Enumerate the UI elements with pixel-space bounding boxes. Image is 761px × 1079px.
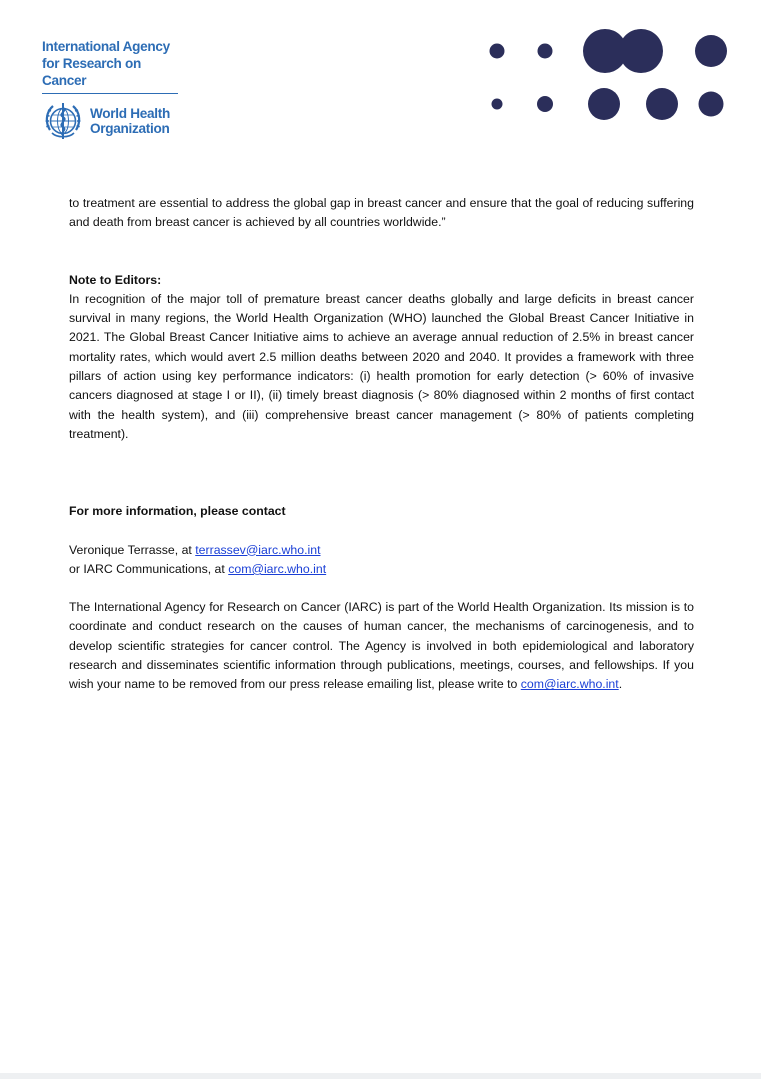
logo-divider — [42, 93, 178, 94]
iarc-name — [42, 38, 180, 89]
contact-1-prefix: Veronique Terrasse, at — [69, 542, 196, 557]
who-emblem-icon — [42, 100, 84, 142]
dot — [695, 35, 727, 67]
contact-heading: For more information, please contact — [69, 504, 286, 519]
about-iarc-text: The International Agency for Research on Cancer (IARC) is part of the World Health Organization. Its mission is to coordinate and conduct research on the causes of human cancer, the mechanisms of carcinogenesis, and to develop scientific strategies for cancer control. The Agency is involved in both epidemiological and laboratory research and disseminates scientific information through publications, meetings, courses, and fellowships. If you wish your name to be removed from our press release emailing list, please write to — [69, 600, 694, 692]
intro-paragraph: to treatment are essential to address the global gap in breast cancer and ensure that the goal of reducing suffering and death from breast cancer is achieved by all countries worldwide.” — [69, 196, 694, 230]
note-to-editors-paragraph: In recognition of the major toll of premature breast cancer deaths globally and large deficits in breast cancer survival in many regions, the World Health Organization (WHO) launched the Global Breast Cancer Initiative in 2021. The Global Breast Cancer Initiative aims to achieve an average annual reduction of 2.5% in breast cancer mortality rates, which would avert 2.5 million deaths between 2020 and 2040. It provides a framework with three pillars of action using key performance indicators: (i) health promotion for early detection (> 60% of invasive cancers diagnosed at stage I or II), (ii) timely breast diagnosis (> 80% diagnosed within 2 months of first contact with the health system), and (iii) comprehensive breast cancer management (> 80% of patients completing treatment). — [69, 291, 694, 441]
dot — [588, 88, 620, 120]
contact-2-prefix: or IARC Communications, at — [69, 561, 229, 576]
iarc-name-line1: International Agency — [42, 39, 170, 54]
dot — [699, 92, 724, 117]
dot — [492, 99, 503, 110]
contact-line-2 — [69, 560, 694, 579]
contact-1-email-link[interactable]: terrassev@iarc.who.int — [195, 542, 321, 557]
iarc-who-logo — [42, 38, 180, 142]
who-logo — [42, 100, 180, 142]
who-name-line2: Organization — [90, 121, 170, 136]
page-bottom-edge — [0, 1073, 761, 1079]
dot — [537, 96, 553, 112]
dot — [490, 44, 505, 59]
about-email-link[interactable]: com@iarc.who.int — [520, 677, 619, 692]
dots-graphic — [485, 28, 735, 128]
about-suffix: . — [618, 677, 623, 692]
who-name — [90, 106, 170, 136]
linked-dots — [583, 29, 663, 73]
note-to-editors-heading: Note to Editors: — [69, 272, 162, 287]
contact-line-1 — [69, 541, 694, 560]
dot — [538, 44, 553, 59]
dot — [646, 88, 678, 120]
who-name-line1: World Health — [90, 106, 170, 121]
contact-2-email-link[interactable]: com@iarc.who.int — [228, 561, 327, 576]
iarc-name-line2: for Research on Cancer — [42, 56, 141, 88]
press-release-body — [69, 194, 694, 695]
about-iarc-paragraph — [69, 598, 694, 694]
